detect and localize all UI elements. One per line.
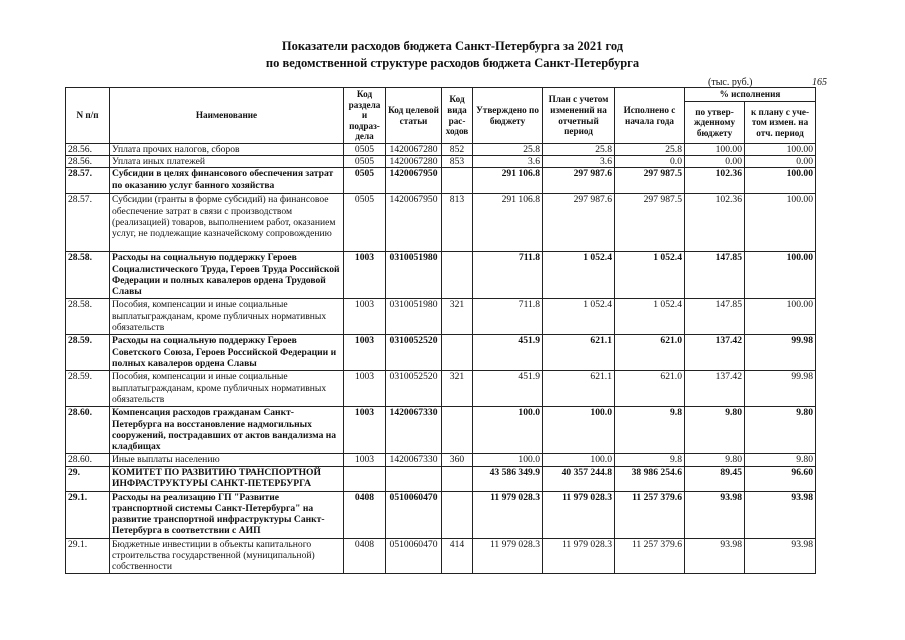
row-section-code: 0505 xyxy=(344,194,386,252)
header-pct-approved: по утвер-жденному бюджету xyxy=(685,102,745,144)
row-plan: 3.6 xyxy=(543,156,615,168)
header-num: N п/п xyxy=(66,88,110,144)
table-row xyxy=(66,335,816,371)
row-executed: 0.0 xyxy=(615,156,685,168)
row-executed: 297 987.5 xyxy=(615,194,685,252)
row-target-code: 0510060470 xyxy=(386,491,442,538)
row-pct-approved: 9.80 xyxy=(685,454,745,466)
row-type-code: 852 xyxy=(442,144,473,156)
row-plan: 297 987.6 xyxy=(543,168,615,194)
row-plan: 1 052.4 xyxy=(543,299,615,335)
header-name: Наименование xyxy=(110,88,344,144)
table-row xyxy=(66,299,816,335)
row-target-code: 0510060470 xyxy=(386,538,442,573)
row-executed: 9.8 xyxy=(615,407,685,454)
row-pct-approved: 93.98 xyxy=(685,538,745,573)
row-pct-approved: 137.42 xyxy=(685,371,745,407)
page-number: 165 xyxy=(812,77,827,88)
table-row xyxy=(66,371,816,407)
row-section-code: 0505 xyxy=(344,156,386,168)
title-line-2: по ведомственной структуре расходов бюджета Санкт-Петербурга xyxy=(265,56,640,70)
row-pct-plan: 99.98 xyxy=(745,335,816,371)
row-number: 28.57. xyxy=(66,168,110,194)
row-plan: 297 987.6 xyxy=(543,194,615,252)
row-number: 28.57. xyxy=(66,194,110,252)
report-title xyxy=(0,38,905,72)
row-type-code: 360 xyxy=(442,454,473,466)
row-name: Расходы на реализацию ГП "Развитие транспортной системы Санкт-Петербурга" на развитие транспортной инфраструктуры Санкт-Петербурга в соответствии с АИП xyxy=(110,491,344,538)
row-target-code: 1420067280 xyxy=(386,156,442,168)
table-row xyxy=(66,144,816,156)
row-name: Бюджетные инвестиции в объекты капитального строительства государственной (муниципальной) собственности xyxy=(110,538,344,573)
row-approved: 100.0 xyxy=(473,407,543,454)
row-name: Расходы на социальную поддержку Героев Советского Союза, Героев Российской Федерации и полных кавалеров ордена Славы xyxy=(110,335,344,371)
row-name: Уплата иных платежей xyxy=(110,156,344,168)
row-number: 29.1. xyxy=(66,491,110,538)
header-executed: Исполнено с начала года xyxy=(615,88,685,144)
row-section-code: 1003 xyxy=(344,371,386,407)
row-pct-approved: 100.00 xyxy=(685,144,745,156)
row-number: 28.58. xyxy=(66,299,110,335)
row-type-code xyxy=(442,466,473,491)
header-pct-group: % исполнения xyxy=(685,88,816,102)
row-section-code: 0505 xyxy=(344,168,386,194)
row-pct-approved: 9.80 xyxy=(685,407,745,454)
row-executed: 38 986 254.6 xyxy=(615,466,685,491)
row-plan: 621.1 xyxy=(543,335,615,371)
row-pct-plan: 100.00 xyxy=(745,299,816,335)
row-pct-plan: 9.80 xyxy=(745,407,816,454)
table-row xyxy=(66,454,816,466)
row-pct-plan: 100.00 xyxy=(745,194,816,252)
row-approved: 451.9 xyxy=(473,335,543,371)
header-section-code: Код раздела и подраз-дела xyxy=(344,88,386,144)
table-row xyxy=(66,466,816,491)
row-section-code: 1003 xyxy=(344,299,386,335)
row-executed: 621.0 xyxy=(615,371,685,407)
row-type-code: 414 xyxy=(442,538,473,573)
row-type-code xyxy=(442,252,473,299)
row-approved: 451.9 xyxy=(473,371,543,407)
row-number: 29.1. xyxy=(66,538,110,573)
row-plan: 11 979 028.3 xyxy=(543,538,615,573)
row-pct-approved: 147.85 xyxy=(685,299,745,335)
unit-label: (тыс. руб.) xyxy=(708,77,753,88)
row-target-code: 0310052520 xyxy=(386,335,442,371)
row-target-code xyxy=(386,466,442,491)
row-plan: 1 052.4 xyxy=(543,252,615,299)
budget-table xyxy=(65,87,816,574)
row-pct-plan: 96.60 xyxy=(745,466,816,491)
table-row xyxy=(66,156,816,168)
row-pct-approved: 102.36 xyxy=(685,168,745,194)
row-target-code: 0310051980 xyxy=(386,252,442,299)
row-approved: 3.6 xyxy=(473,156,543,168)
title-line-1: Показатели расходов бюджета Санкт-Петербурга за 2021 год xyxy=(281,39,624,53)
row-pct-plan: 93.98 xyxy=(745,491,816,538)
row-executed: 11 257 379.6 xyxy=(615,491,685,538)
row-approved: 11 979 028.3 xyxy=(473,491,543,538)
row-type-code xyxy=(442,407,473,454)
row-section-code: 1003 xyxy=(344,454,386,466)
row-target-code: 1420067330 xyxy=(386,407,442,454)
row-type-code: 853 xyxy=(442,156,473,168)
row-approved: 291 106.8 xyxy=(473,168,543,194)
row-number: 29. xyxy=(66,466,110,491)
header-plan: План с учетом изменений на отчетный период xyxy=(543,88,615,144)
row-pct-approved: 93.98 xyxy=(685,491,745,538)
row-name: Компенсация расходов гражданам Санкт-Петербурга на восстановление надмогильных сооружений, пострадавших от актов вандализма на кладбищах xyxy=(110,407,344,454)
row-section-code xyxy=(344,466,386,491)
row-executed: 1 052.4 xyxy=(615,299,685,335)
row-approved: 100.0 xyxy=(473,454,543,466)
row-number: 28.60. xyxy=(66,407,110,454)
row-approved: 25.8 xyxy=(473,144,543,156)
row-pct-plan: 100.00 xyxy=(745,252,816,299)
row-target-code: 0310052520 xyxy=(386,371,442,407)
row-pct-approved: 89.45 xyxy=(685,466,745,491)
row-number: 28.58. xyxy=(66,252,110,299)
row-executed: 621.0 xyxy=(615,335,685,371)
row-plan: 100.0 xyxy=(543,407,615,454)
row-type-code xyxy=(442,335,473,371)
row-executed: 9.8 xyxy=(615,454,685,466)
row-plan: 621.1 xyxy=(543,371,615,407)
table-body xyxy=(66,144,816,574)
row-approved: 711.8 xyxy=(473,252,543,299)
row-section-code: 0505 xyxy=(344,144,386,156)
row-target-code: 1420067330 xyxy=(386,454,442,466)
row-type-code xyxy=(442,168,473,194)
row-plan: 40 357 244.8 xyxy=(543,466,615,491)
row-executed: 11 257 379.6 xyxy=(615,538,685,573)
row-plan: 25.8 xyxy=(543,144,615,156)
table-row xyxy=(66,252,816,299)
header-target-code: Код целевой статьи xyxy=(386,88,442,144)
row-target-code: 1420067950 xyxy=(386,168,442,194)
row-approved: 11 979 028.3 xyxy=(473,538,543,573)
row-plan: 11 979 028.3 xyxy=(543,491,615,538)
header-approved: Утверждено по бюджету xyxy=(473,88,543,144)
row-target-code: 0310051980 xyxy=(386,299,442,335)
row-executed: 297 987.5 xyxy=(615,168,685,194)
row-name: Субсидии в целях финансового обеспечения затрат по оказанию услуг банного хозяйства xyxy=(110,168,344,194)
row-executed: 1 052.4 xyxy=(615,252,685,299)
row-name: Расходы на социальную поддержку Героев Социалистического Труда, Героев Труда Российской Федерации и полных кавалеров ордена Трудовой Славы xyxy=(110,252,344,299)
row-section-code: 1003 xyxy=(344,335,386,371)
row-plan: 100.0 xyxy=(543,454,615,466)
row-type-code: 321 xyxy=(442,299,473,335)
table-row xyxy=(66,538,816,573)
header-type-code: Код вида рас-ходов xyxy=(442,88,473,144)
row-pct-plan: 100.00 xyxy=(745,144,816,156)
row-number: 28.59. xyxy=(66,371,110,407)
row-name: Иные выплаты населению xyxy=(110,454,344,466)
row-pct-plan: 9.80 xyxy=(745,454,816,466)
row-number: 28.59. xyxy=(66,335,110,371)
row-approved: 291 106.8 xyxy=(473,194,543,252)
row-pct-approved: 102.36 xyxy=(685,194,745,252)
row-pct-approved: 147.85 xyxy=(685,252,745,299)
table-row xyxy=(66,407,816,454)
row-number: 28.56. xyxy=(66,144,110,156)
row-number: 28.56. xyxy=(66,156,110,168)
row-pct-plan: 100.00 xyxy=(745,168,816,194)
row-approved: 711.8 xyxy=(473,299,543,335)
row-approved: 43 586 349.9 xyxy=(473,466,543,491)
row-pct-approved: 137.42 xyxy=(685,335,745,371)
row-section-code: 0408 xyxy=(344,538,386,573)
table-row xyxy=(66,194,816,252)
row-name: Пособия, компенсации и иные социальные выплатыгражданам, кроме публичных нормативных обязательств xyxy=(110,371,344,407)
row-target-code: 1420067280 xyxy=(386,144,442,156)
row-name: Субсидии (гранты в форме субсидий) на финансовое обеспечение затрат в связи с производством (реализацией) товаров, выполнением работ, оказанием услуг, не подлежащие казначейскому сопровождению xyxy=(110,194,344,252)
row-number: 28.60. xyxy=(66,454,110,466)
row-executed: 25.8 xyxy=(615,144,685,156)
row-pct-approved: 0.00 xyxy=(685,156,745,168)
row-section-code: 0408 xyxy=(344,491,386,538)
row-pct-plan: 0.00 xyxy=(745,156,816,168)
row-name: КОМИТЕТ ПО РАЗВИТИЮ ТРАНСПОРТНОЙ ИНФРАСТРУКТУРЫ САНКТ-ПЕТЕРБУРГА xyxy=(110,466,344,491)
row-pct-plan: 99.98 xyxy=(745,371,816,407)
row-name: Уплата прочих налогов, сборов xyxy=(110,144,344,156)
row-section-code: 1003 xyxy=(344,407,386,454)
table-row xyxy=(66,491,816,538)
row-name: Пособия, компенсации и иные социальные выплатыгражданам, кроме публичных нормативных обязательств xyxy=(110,299,344,335)
row-pct-plan: 93.98 xyxy=(745,538,816,573)
row-type-code: 321 xyxy=(442,371,473,407)
table-row xyxy=(66,168,816,194)
row-type-code: 813 xyxy=(442,194,473,252)
row-section-code: 1003 xyxy=(344,252,386,299)
row-target-code: 1420067950 xyxy=(386,194,442,252)
row-type-code xyxy=(442,491,473,538)
header-pct-plan: к плану с уче-том измен. на отч. период xyxy=(745,102,816,144)
